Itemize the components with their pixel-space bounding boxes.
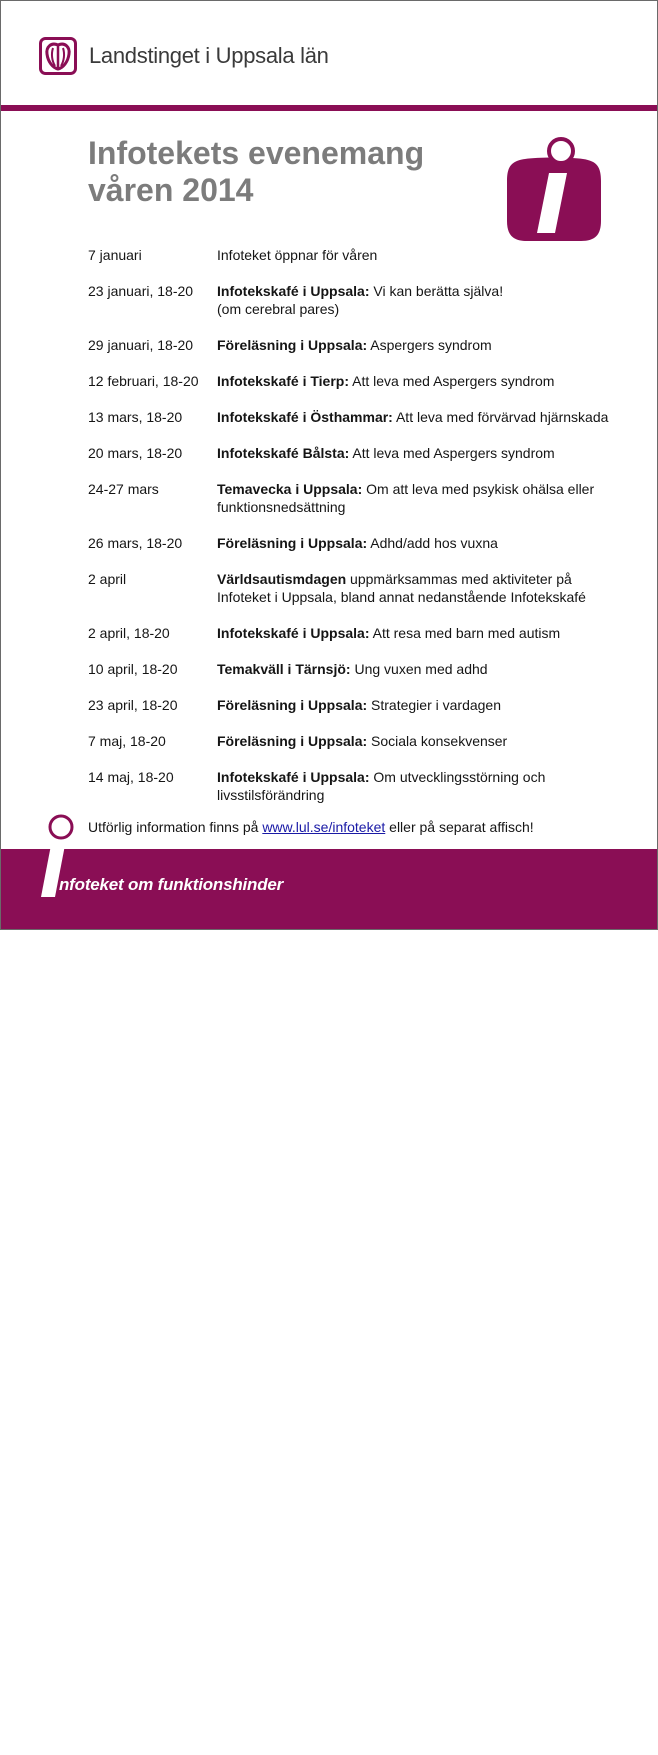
event-title: Infotekskafé i Uppsala: <box>217 769 370 785</box>
event-date: 20 mars, 18-20 <box>88 445 183 461</box>
event-title: Temakväll i Tärnsjö: <box>217 661 351 677</box>
event-text: Sociala konsekvenser <box>367 733 508 749</box>
event-row <box>88 696 644 732</box>
event-description <box>217 624 644 660</box>
event-description <box>217 336 644 372</box>
event-title: Föreläsning i Uppsala: <box>217 337 368 353</box>
header-divider <box>1 105 657 111</box>
event-description <box>217 246 644 282</box>
event-title: Temavecka i Uppsala: <box>217 481 363 497</box>
event-subtext: funktionsnedsättning <box>217 499 346 515</box>
footer-brand-name: nfoteket om funktionshinder <box>59 875 284 894</box>
event-text: Att leva med Aspergers syndrom <box>349 445 555 461</box>
event-text: Infoteket öppnar för våren <box>217 247 378 263</box>
event-list <box>88 246 644 822</box>
event-row <box>88 660 644 696</box>
event-text: Adhd/add hos vuxna <box>367 535 498 551</box>
event-row <box>88 336 644 372</box>
event-date: 14 maj, 18-20 <box>88 769 174 785</box>
event-title: Föreläsning i Uppsala: <box>217 733 368 749</box>
event-description <box>217 480 644 534</box>
event-description <box>217 732 644 768</box>
event-date: 23 januari, 18-20 <box>88 283 194 299</box>
event-row <box>88 534 644 570</box>
event-date: 10 april, 18-20 <box>88 661 178 677</box>
event-date: 7 januari <box>88 247 142 263</box>
event-description <box>217 696 644 732</box>
event-subtext: livsstilsförändring <box>217 787 325 803</box>
event-date: 13 mars, 18-20 <box>88 409 183 425</box>
more-info-prefix: Utförlig information finns på <box>88 819 263 835</box>
event-text: Vi kan berätta själva! <box>369 283 504 299</box>
footer-contact <box>488 1713 617 1755</box>
event-title: Föreläsning i Uppsala: <box>217 535 368 551</box>
event-date: 2 april <box>88 571 127 587</box>
event-row <box>88 372 644 408</box>
event-row <box>88 732 644 768</box>
event-date: 23 april, 18-20 <box>88 697 178 713</box>
event-text: Att leva med Aspergers syndrom <box>349 373 555 389</box>
page-title <box>88 135 424 209</box>
event-date: 7 maj, 18-20 <box>88 733 166 749</box>
footer-website[interactable]: www.lul.se/infoteket <box>487 1716 613 1731</box>
event-description <box>217 768 644 822</box>
event-text: Att leva med förvärvad hjärnskada <box>392 409 609 425</box>
more-info-line <box>88 818 534 836</box>
event-row <box>88 282 644 336</box>
county-council-logo-icon <box>39 37 77 75</box>
footer-phone: telefon 018-611 66 77 <box>487 1737 617 1752</box>
event-date: 12 februari, 18-20 <box>88 373 199 389</box>
event-date: 2 april, 18-20 <box>88 625 170 641</box>
event-date: 29 januari, 18-20 <box>88 337 194 353</box>
more-info-suffix: eller på separat affisch! <box>385 819 534 835</box>
info-icon <box>505 137 603 243</box>
event-row <box>88 444 644 480</box>
event-description <box>217 408 644 444</box>
event-text: Aspergers syndrom <box>367 337 492 353</box>
event-title: Infotekskafé Bålsta: <box>217 445 350 461</box>
event-title: Världsautismdagen <box>217 571 347 587</box>
event-description <box>217 282 644 336</box>
event-text: Om utvecklingsstörning och <box>369 769 546 785</box>
event-text: Om att leva med psykisk ohälsa eller <box>362 481 595 497</box>
page-title-line-1: Infotekets evenemang <box>88 135 425 171</box>
event-row <box>88 768 644 822</box>
event-row <box>88 624 644 660</box>
event-row <box>88 570 644 624</box>
event-date: 24-27 mars <box>88 481 159 497</box>
organization-name: Landstinget i Uppsala län <box>89 43 329 68</box>
event-title: Infotekskafé i Östhammar: <box>217 409 393 425</box>
event-row <box>88 408 644 444</box>
event-subtext: (om cerebral pares) <box>217 301 340 317</box>
event-description <box>217 660 644 696</box>
event-text: Strategier i vardagen <box>367 697 501 713</box>
event-description <box>217 570 644 624</box>
page-title-line-2: våren 2014 <box>88 172 254 208</box>
event-text: Ung vuxen med adhd <box>350 661 488 677</box>
event-subtext: Infoteket i Uppsala, bland annat nedanstående Infotekskafé <box>217 589 586 605</box>
event-title: Infotekskafé i Uppsala: <box>217 283 370 299</box>
infoteket-link[interactable]: www.lul.se/infoteket <box>262 819 386 835</box>
event-text: Att resa med barn med autism <box>369 625 561 641</box>
event-description <box>217 534 644 570</box>
event-row <box>88 480 644 534</box>
event-title: Föreläsning i Uppsala: <box>217 697 368 713</box>
event-text: uppmärksammas med aktiviteter på <box>346 571 572 587</box>
event-description <box>217 372 644 408</box>
event-row <box>88 246 644 282</box>
event-title: Infotekskafé i Uppsala: <box>217 625 370 641</box>
event-description <box>217 444 644 480</box>
page-header <box>1 1 657 105</box>
event-date: 26 mars, 18-20 <box>88 535 183 551</box>
event-title: Infotekskafé i Tierp: <box>217 373 350 389</box>
